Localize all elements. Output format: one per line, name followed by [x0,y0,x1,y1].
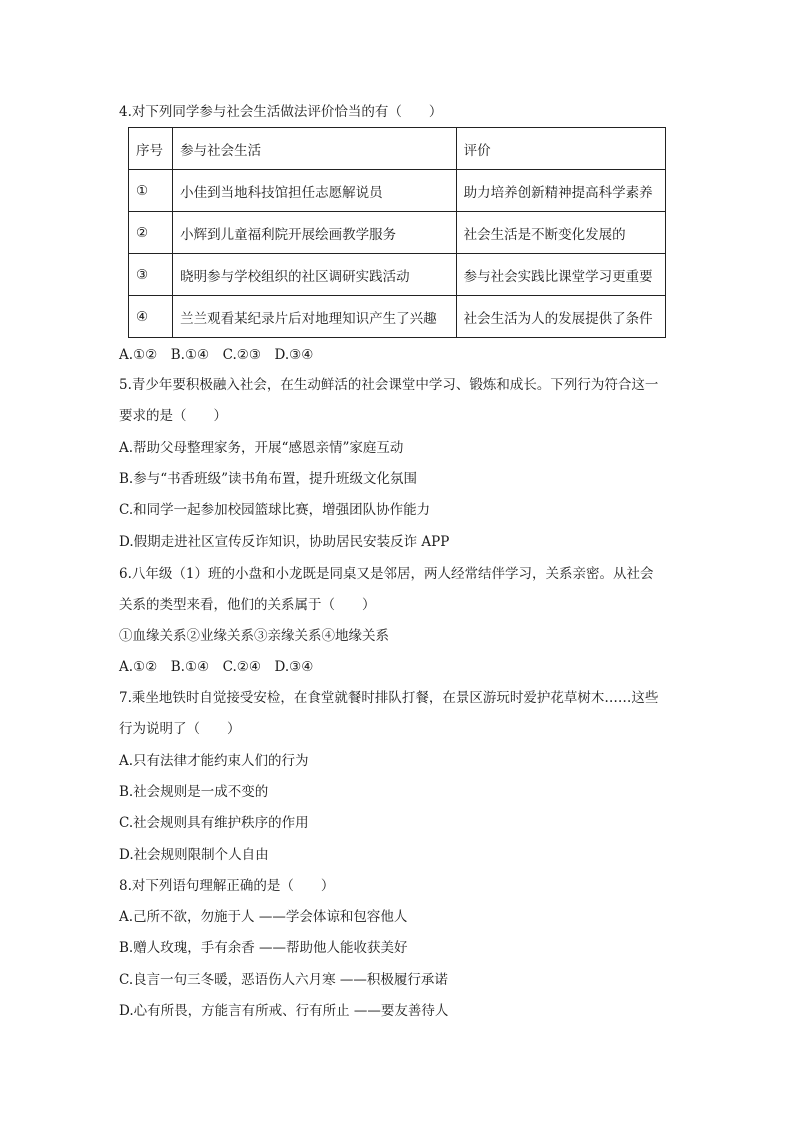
q7-option-d: D.社会规则限制个人自由 [119,847,269,863]
cell-evaluation: 参与社会实践比课堂学习更重要 [456,254,665,296]
header-evaluation: 评价 [456,128,665,170]
table-row [129,254,666,296]
q7-stem-line2: 行为说明了（ ） [119,721,241,737]
q8-stem: 8.对下列语句理解正确的是（ ） [119,878,335,894]
table-row [129,212,666,254]
cell-index: ① [129,170,173,212]
q7-option-c: C.社会规则具有维护秩序的作用 [119,815,309,831]
header-index: 序号 [129,128,173,170]
table-header-row [129,128,666,170]
cell-evaluation: 助力培养创新精神提高科学素养 [456,170,665,212]
q5-option-d: D.假期走进社区宣传反诈知识，协助居民安装反诈 APP [119,534,450,550]
cell-evaluation: 社会生活为人的发展提供了条件 [456,296,665,338]
q5-option-a: A.帮助父母整理家务，开展“感恩亲情”家庭互动 [119,440,404,456]
cell-index: ② [129,212,173,254]
q7-option-a: A.只有法律才能约束人们的行为 [119,753,309,769]
cell-activity: 小佳到当地科技馆担任志愿解说员 [173,170,457,212]
q8-option-a: A.己所不欲，勿施于人 ——学会体谅和包容他人 [119,909,408,925]
q8-option-b: B.赠人玫瑰，手有余香 ——帮助他人能收获美好 [119,940,408,956]
cell-activity: 小辉到儿童福利院开展绘画教学服务 [173,212,457,254]
q6-stem-line2: 关系的类型来看，他们的关系属于（ ） [119,597,376,613]
cell-index: ④ [129,296,173,338]
q8-option-d: D.心有所畏，方能言有所戒、行有所止 ——要友善待人 [119,1003,449,1019]
q5-stem-line2: 要求的是（ ） [119,408,227,424]
q4-options: A.①② B.①④ C.②③ D.③④ [119,347,314,363]
q6-stem-line1: 6.八年级（1）班的小盘和小龙既是同桌又是邻居，两人经常结伴学习，关系亲密。从社会 [119,566,654,582]
q6-items: ①血缘关系②业缘关系③亲缘关系④地缘关系 [119,628,389,644]
q5-stem-line1: 5.青少年要积极融入社会，在生动鲜活的社会课堂中学习、锻炼和成长。下列行为符合这一 [119,377,659,393]
q7-stem-line1: 7.乘坐地铁时自觉接受安检，在食堂就餐时排队打餐，在景区游玩时爱护花草树木……这些 [119,690,659,706]
q4-stem: 4.对下列同学参与社会生活做法评价恰当的有（ ） [119,104,443,120]
q6-options: A.①② B.①④ C.②④ D.③④ [119,659,314,675]
q8-option-c: C.良言一句三冬暖，恶语伤人六月寒 ——积极履行承诺 [119,972,448,988]
cell-activity: 晓明参与学校组织的社区调研实践活动 [173,254,457,296]
q7-option-b: B.社会规则是一成不变的 [119,784,269,800]
q5-option-c: C.和同学一起参加校园篮球比赛，增强团队协作能力 [119,502,431,518]
header-activity: 参与社会生活 [173,128,457,170]
table-row [129,296,666,338]
cell-activity: 兰兰观看某纪录片后对地理知识产生了兴趣 [173,296,457,338]
cell-index: ③ [129,254,173,296]
q4-table [128,127,666,338]
cell-evaluation: 社会生活是不断变化发展的 [456,212,665,254]
table-row [129,170,666,212]
q5-option-b: B.参与“书香班级”读书角布置，提升班级文化氛围 [119,471,418,487]
